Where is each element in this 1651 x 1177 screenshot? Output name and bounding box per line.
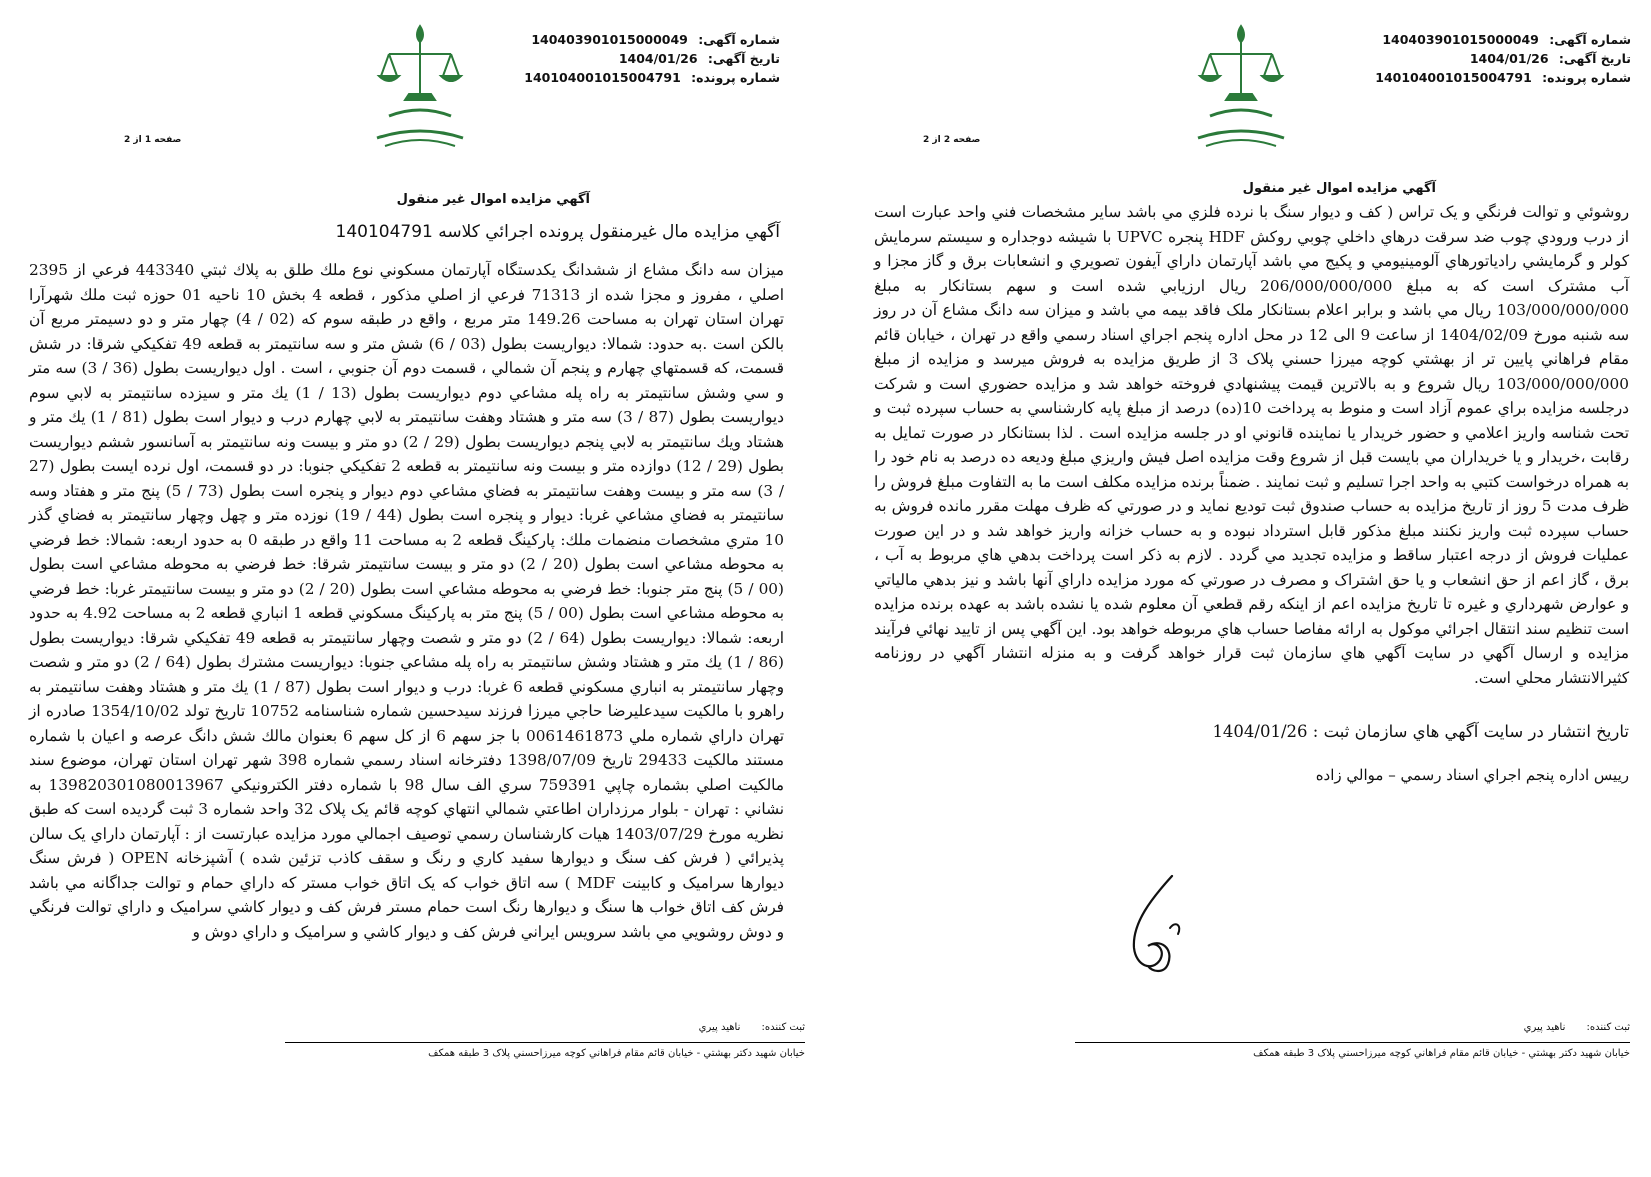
notice-date: 1404/01/26 [618,51,698,66]
notice-date-label: تاریخ آگهی: [707,51,780,66]
header-meta [1375,30,1631,87]
file-number-label: شماره پرونده: [691,70,780,85]
notice-number: 140403901015000049 [1382,32,1539,47]
publication-date: 1404/01/26 [1212,722,1308,741]
file-number-row [524,68,780,87]
notice-date-row [1375,49,1631,68]
file-number-row [1375,68,1631,87]
footer-divider [285,1042,805,1043]
registrar-label: ثبت كننده: [761,1022,805,1033]
registrar-row [1524,1022,1630,1033]
document-subtitle: آگهي مزايده مال غيرمنقول پرونده اجرائي كلاسه 140104791 [335,222,780,242]
chief-signature-line: رييس اداره پنجم اجراي اسناد رسمي – موالي زاده [1315,766,1629,784]
handwritten-signature [1112,868,1202,978]
footer-address: خيابان شهيد دكتر بهشتي - خيابان قائم مقام فراهاني كوچه ميرزاحسني پلاک 3 طبقه همكف [428,1048,805,1059]
file-number: 140104001015004791 [1375,70,1532,85]
page-indicator: صفحه 2 از 2 [923,135,981,145]
file-number: 140104001015004791 [524,70,681,85]
notice-page-2 [820,0,1651,1177]
notice-body-text: ميزان سه دانگ مشاع از ششدانگ يكدستگاه آپارتمان مسكوني نوع ملك طلق به پلاك ثبتي 443340 فرعي از 2395 اصلي ، مفروز و مجزا شده از 71313 فرعي از اصلي مذكور ، قطعه 4 بخش 10 ناحيه 01 حوزه ثبت ملك شهرآرا تهران استان تهران به مساحت 149.26 متر مربع ، واقع در طبقه سوم كه (02 / 4) چهار متر و دو دسيمتر مربع آن بالكن است .به حدود: شمالا: ديواريست بطول (03 / 6) شش متر و سه سانتيمتر به قطعه 49 تفكيكي شرقا: در شش قسمت، كه قسمتهاي چهارم و پنجم آن شمالي ، قسمت دوم آن جنوبي ، است . اول ديواريست بطول (36 / 3) سه متر و سي وشش سانتيمتر به راه پله مشاعي دوم ديواريست بطول (13 / 1) يك متر و سيزده سانتيمتر به لابي سوم ديواريست بطول (87 / 3) سه متر و هشتاد وهفت سانتيمتر به لابي چهارم درب و ديوار است بطول (81 / 1) يك متر و هشتاد ويك سانتيمتر به لابي پنجم ديواريست بطول (29 / 2) دو متر و بيست ونه سانتيمتر به آسانسور ششم ديواريست بطول (29 / 12) دوازده متر و بيست ونه سانتيمتر به قطعه 2 تفكيكي جنوبا: در دو قسمت، اول نرده ايست بطول (27 / 3) سه متر و بيست وهفت سانتيمتر به فضاي مشاعي دوم ديوار و پنجره است بطول (73 / 5) پنج متر و هفتاد وسه سانتيمتر به فضاي مشاعي غربا: ديوار و پنجره است بطول (44 / 19) نوزده متر و چهل وچهار سانتيمتر به فضاي گذر 10 متري مشخصات منضمات ملك: پاركينگ قطعه 2 به مساحت 11 واقع در طبقه 0 به حدود اربعه: شمالا: خط فرضي به محوطه مشاعي است بطول (20 / 2) دو متر و بيست سانتيمتر شرقا: خط فرضي به محوطه مشاعي است بطول (00 / 5) پنج متر جنوبا: خط فرضي به محوطه مشاعي است بطول (20 / 2) دو متر و بيست سانتيمتر غربا: خط فرضي به محوطه مشاعي است بطول (00 / 5) پنج متر به پاركينگ مسكوني قطعه 1 انباري قطعه 2 به مساحت 4.92 به حدود اربعه: شمالا: ديواريست بطول (64 / 2) دو متر و شصت وچهار سانتيمتر به قطعه 49 تفكيكي شرقا: ديواريست بطول (86 / 1) يك متر و هشتاد وشش سانتيمتر به راه پله مشاعي جنوبا: ديواريست مشترك بطول (64 / 2) دو متر و شصت وچهار سانتيمتر به انباري مسكوني قطعه 6 غربا: درب و ديوار است بطول (87 / 1) يك متر و هشتاد وهفت سانتيمتر به راهرو با مالكيت سيدعليرضا حاجي ميرزا فرزند سيدحسين شماره شناسنامه 10752 تاريخ تولد 1354/10/02 صادره از تهران داراي شماره ملي 0061461873 با جز سهم 6 از كل سهم 6 بعنوان مالك شش دانگ عرصه و اعيان با شماره مستند مالكيت 29433 تاريخ 1398/07/09 دفترخانه اسناد رسمي شماره 398 شهر تهران استان تهران، موضوع سند مالكيت اصلي بشماره چاپي 759391 سري الف سال 98 با شماره دفتر الكترونيكي 139820301080013967 به نشاني : تهران - بلوار مرزداران اطاعتي شمالي انتهاي كوچه قائم يک پلاک 32 واحد شماره 3 ثبت گرديده است كه طبق نظريه مورخ 1403/07/29 هيات كارشناسان رسمي توصيف اجمالي مورد مزايده عبارتست از : آپارتمان داراي يک سالن پذيرائي ( فرش كف سنگ و ديوارها سفيد كاري و رنگ و سقف كاذب تزئين شده ) آشپزخانه OPEN ( فرش سنگ ديوارها سراميک و كابينت MDF ) سه اتاق خواب كه يک اتاق خواب مستر كه داراي حمام و توالت جداگانه مي باشد فرش كف اتاق خواب ها سنگ و ديوارها رنگ است حمام مستر فرش كف و ديوار كاشي سراميک و داراي توالت فرنگي و دوش روشويي مي باشد سرويس ايراني فرش كف و ديوار كاشي و سراميک و داراي دوش و [29,261,785,941]
notice-number-label: شماره آگهی: [1549,32,1631,47]
judiciary-scales-emblem-icon [1186,20,1296,155]
document-title: آگهي مزايده اموال غير منقول [1242,181,1436,196]
notice-date-row [524,49,780,68]
footer-divider [1075,1042,1630,1043]
page-indicator: صفحه 1 از 2 [124,135,182,145]
registrar-name: ناهيد پيري [698,1022,741,1033]
publication-date-line [1212,722,1629,741]
file-number-label: شماره پرونده: [1542,70,1631,85]
document-title: آگهي مزايده اموال غير منقول [396,192,590,207]
notice-date-label: تاریخ آگهی: [1558,51,1631,66]
judiciary-scales-emblem-icon [365,20,475,155]
footer [1075,1022,1630,1072]
notice-number-label: شماره آگهی: [698,32,780,47]
notice-date: 1404/01/26 [1469,51,1549,66]
notice-number: 140403901015000049 [531,32,688,47]
registrar-row [699,1022,805,1033]
notice-body-text: روشوئي و توالت فرنگي و يک تراس ( كف و ديوار سنگ با نرده فلزي مي باشد ساير مشخصات فني واحد عبارت است از درب ورودي چوب ضد سرقت درهاي داخلي چوبي روكش HDF پنجره UPVC با شيشه دوجداره و سيستم سرمايش كولر و گرمايشي رادياتورهاي آلومينيومي و پكيج مي باشد آپارتمان داراي آيفون تصويري و انشعابات برق و گاز مجزا و آب مشترک است كه به مبلغ 206/000/000/000 ريال ارزيابي شده است و سهم بستانكار به مبلغ 103/000/000/000 ريال مي باشد و برابر اعلام بستانكار ملک فاقد بيمه مي باشد و ميزان سه دانگ مشاع آن در روز سه شنبه مورخ 1404/02/09 از ساعت 9 الی 12 در محل اداره پنجم اجراي اسناد رسمي واقع در تهران ، خيابان قائم مقام فراهاني پايين تر از بهشتي كوچه ميرزا حسني پلاک 3 از طريق مزايده به فروش ميرسد و مزايده از مبلغ 103/000/000/000 ريال شروع و به بالاترين قيمت پيشنهادي فروخته خواهد شد و مزايده حضوري است و شركت درجلسه مزايده براي عموم آزاد است و منوط به پرداخت 10(ده) درصد از مبلغ پايه كارشناسي به حساب سپرده ثبت و تحت شناسه واريز اعلامي و حضور خريدار يا نماينده قانوني او در جلسه مزايده است . لذا بستانكار در صورت تمايل به رقابت ،خريدار و يا خريداران مي بايست قبل از شروع وقت مزايده اصل فيش واريزي مبلغ وديعه ده درصد به نام خود را به همراه درخواست كتبي به واحد اجرا تسليم و ثبت نمايند . ضمناً برنده مزايده مكلف است ما به التفاوت مبلغ فروش را ظرف مدت 5 روز از تاريخ مزايده به حساب صندوق ثبت توديع نمايد و در صورتي كه ظرف مهلت مقرر مانده فروش به حساب سپرده ثبت واريز نكنند مبلغ مذكور قابل استرداد نبوده و به حساب خزانه واريز خواهد شد و در اين صورت عمليات فروش از درجه اعتبار ساقط و مزايده تجديد مي گردد . لازم به ذكر است پرداخت بدهي هاي مربوط به آب ، برق ، گاز اعم از حق انشعاب و يا حق اشتراک و مصرف در صورتي كه مورد مزايده داراي آنها باشد و نيز بدهي مالياتي و عوارض شهرداري و غيره تا تاريخ مزايده اعم از اينكه رقم قطعي آن معلوم شده يا نشده باشد به عهده برنده مزايده است تنظيم سند انتقال اجرائي موكول به ارائه مفاصا حساب هاي مربوطه خواهد بود. اين آگهي پس از تاييد نهائي فرآيند مزايده و ارسال آگهي در سايت آگهي هاي سازمان ثبت قرار خواهد گرفت و به منزله انتشار آگهي در روزنامه كثيرالانتشار محلي است. [874,203,1629,687]
notice-number-row [1375,30,1631,49]
notice-number-row [524,30,780,49]
footer-address: خيابان شهيد دكتر بهشتي - خيابان قائم مقام فراهاني كوچه ميرزاحسني پلاک 3 طبقه همكف [1253,1048,1630,1059]
registrar-name: ناهيد پيري [1523,1022,1566,1033]
notice-page-1 [0,0,820,1177]
header-meta [524,30,780,87]
publication-date-label: تاريخ انتشار در سايت آگهي هاي سازمان ثبت : [1312,722,1629,741]
registrar-label: ثبت كننده: [1586,1022,1630,1033]
footer [285,1022,805,1072]
